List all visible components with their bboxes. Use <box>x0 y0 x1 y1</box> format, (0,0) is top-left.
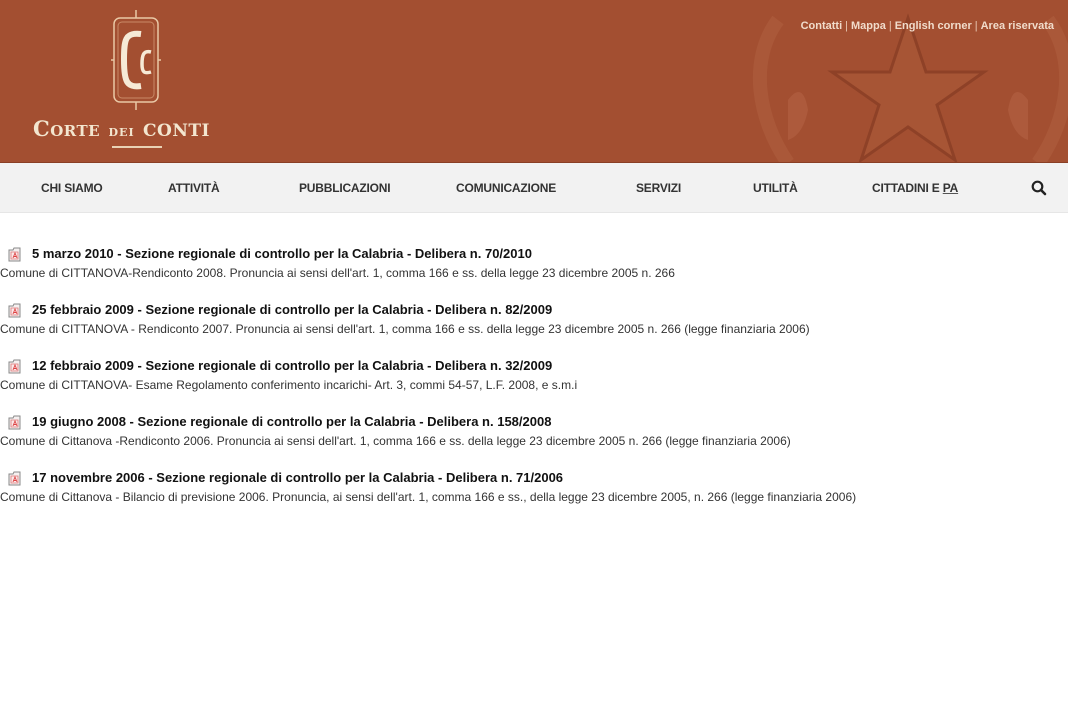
nav-item-chi-siamo[interactable]: CHI SIAMO <box>41 181 103 195</box>
logo-underline <box>112 146 162 148</box>
site-header <box>0 0 1068 163</box>
main-navigation <box>0 163 1068 213</box>
logo-word-corte: C <box>33 116 51 141</box>
link-english-corner[interactable]: English corner <box>894 20 972 32</box>
link-area-riservata[interactable]: Area riservata <box>980 20 1054 32</box>
separator: | <box>845 20 849 32</box>
search-icon[interactable] <box>1030 179 1048 197</box>
logo-wordmark: CORTE DEI CONTI <box>33 116 210 141</box>
entry-title-link[interactable] <box>5 242 532 264</box>
pdf-icon <box>5 468 24 487</box>
entry-title-text: 17 novembre 2006 - Sezione regionale di controllo per la Calabria - Delibera n. 71/2006 <box>32 469 564 485</box>
entry-title-text: 5 marzo 2010 - Sezione regionale di controllo per la Calabria - Delibera n. 70/2010 <box>32 245 532 261</box>
nav-item-servizi[interactable]: SERVIZI <box>636 181 682 195</box>
nav-item-utilita[interactable]: UTILITÀ <box>753 181 798 195</box>
link-contatti[interactable]: Contatti <box>800 20 843 32</box>
pdf-icon <box>5 300 24 319</box>
nav-item-cittadini-e-pa[interactable] <box>872 163 958 213</box>
entry-description: Comune di CITTANOVA - Rendiconto 2007. Pronuncia ai sensi dell'art. 1, comma 166 e ss. della legge 23 dicembre 2005 n. 266 (legge finanziaria 2006) <box>0 322 810 336</box>
pdf-icon <box>5 244 24 263</box>
logo-word-conti: CONTI <box>143 121 210 141</box>
pdf-icon <box>5 412 24 431</box>
separator: | <box>974 20 978 32</box>
corte-dei-conti-logo[interactable] <box>33 10 253 150</box>
separator: | <box>888 20 892 32</box>
entry-title-link[interactable] <box>5 466 563 488</box>
entry-title-link[interactable] <box>5 410 551 432</box>
entry-title-text: 25 febbraio 2009 - Sezione regionale di controllo per la Calabria - Delibera n. 82/2009 <box>32 301 553 317</box>
entry-title-link[interactable] <box>5 298 552 320</box>
entry-description: Comune di Cittanova - Bilancio di previsione 2006. Pronuncia, ai sensi dell'art. 1, comma 166 e ss., della legge 23 dicembre 2005, n. 266 (legge finanziaria 2006) <box>0 490 857 504</box>
entry-title-link[interactable] <box>5 354 552 376</box>
nav-item-label-underlined: PA <box>942 181 959 195</box>
link-mappa[interactable]: Mappa <box>851 20 886 32</box>
entry-description: Comune di CITTANOVA-Rendiconto 2008. Pronuncia ai sensi dell'art. 1, comma 166 e ss. della legge 23 dicembre 2005 n. 266 <box>0 266 675 280</box>
nav-item-pubblicazioni[interactable]: PUBBLICAZIONI <box>299 181 391 195</box>
cc-monogram-icon <box>111 10 161 110</box>
nav-item-comunicazione[interactable]: COMUNICAZIONE <box>456 181 557 195</box>
entry-description: Comune di Cittanova -Rendiconto 2006. Pronuncia ai sensi dell'art. 1, comma 166 e ss. della legge 23 dicembre 2005 n. 266 (legge finanziaria 2006) <box>0 434 791 448</box>
entry-title-text: 19 giugno 2008 - Sezione regionale di controllo per la Calabria - Delibera n. 158/2008 <box>32 413 552 429</box>
pdf-icon <box>5 356 24 375</box>
nav-item-label: CITTADINI E <box>872 181 943 195</box>
entry-description: Comune di CITTANOVA- Esame Regolamento conferimento incarichi- Art. 3, commi 54-57, L.F. 2008, e s.m.i <box>0 378 578 392</box>
logo-word-dei: DEI <box>108 126 135 139</box>
nav-item-attivita[interactable]: ATTIVITÀ <box>168 181 220 195</box>
utility-links <box>801 20 1054 32</box>
entry-title-text: 12 febbraio 2009 - Sezione regionale di controllo per la Calabria - Delibera n. 32/2009 <box>32 357 553 373</box>
